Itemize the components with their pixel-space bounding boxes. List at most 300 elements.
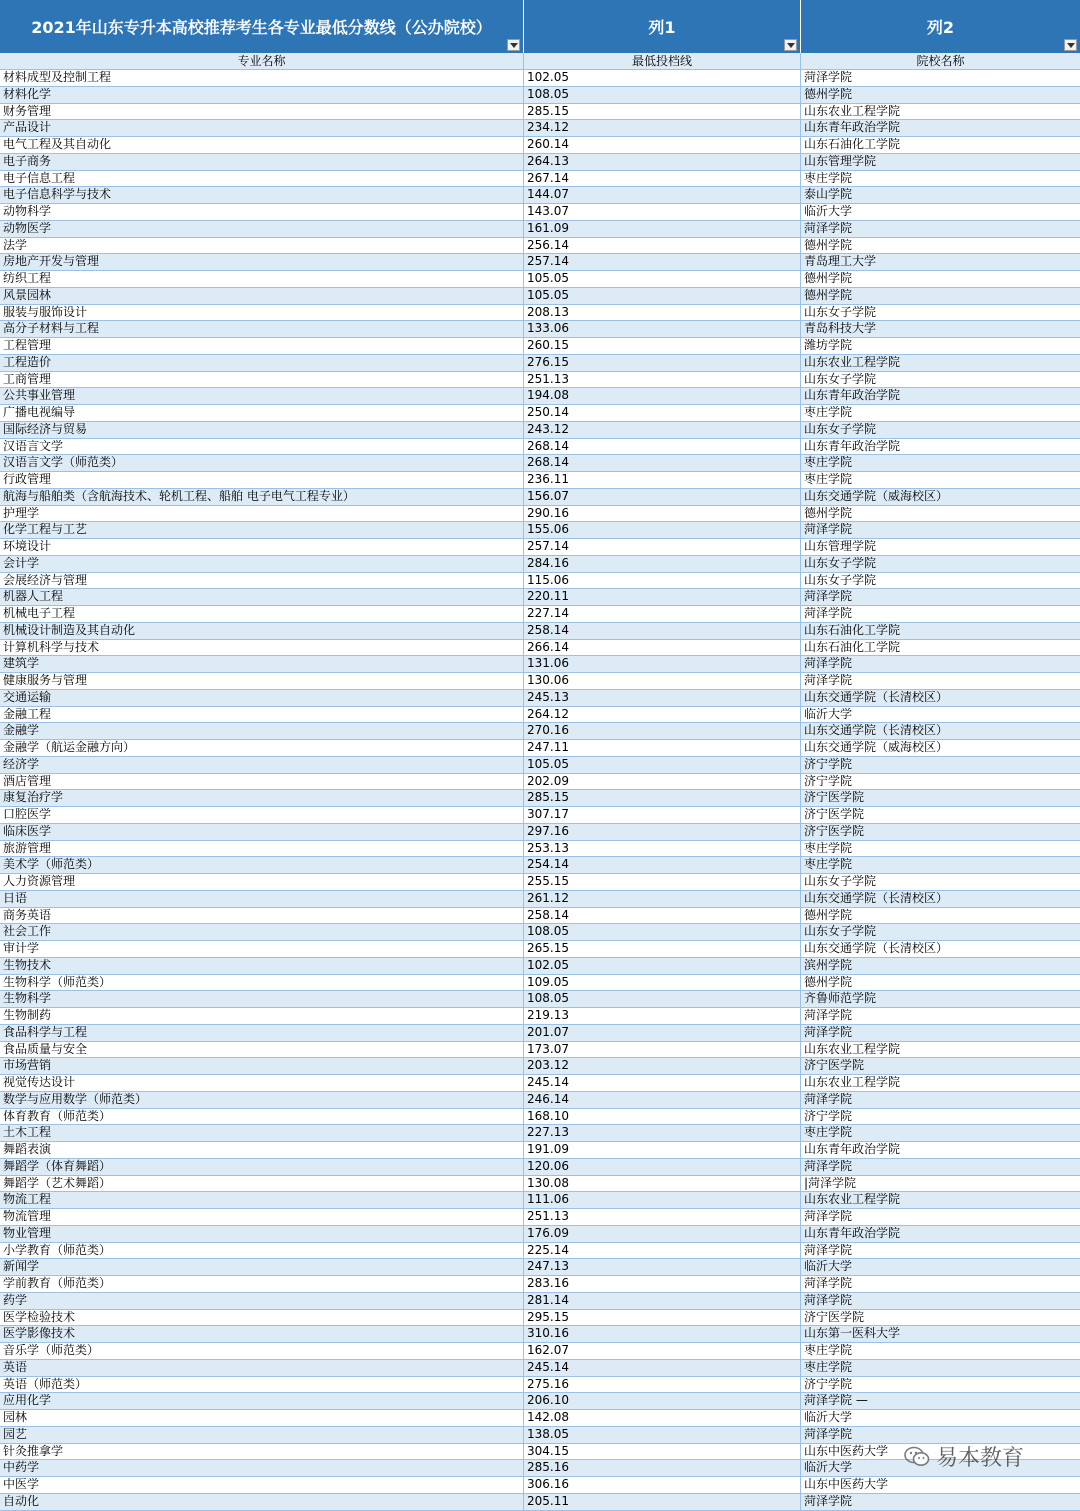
school-name-cell[interactable]: 德州学院 xyxy=(804,237,853,252)
major-name-cell[interactable]: 建筑学 xyxy=(0,656,524,672)
major-name-cell[interactable]: 电气工程及其自动化 xyxy=(0,137,524,153)
table-row xyxy=(0,372,1080,389)
major-name-cell[interactable]: 汉语言文学（师范类） xyxy=(0,455,524,471)
table-row xyxy=(0,254,1080,271)
min-score-cell[interactable]: 130.06 xyxy=(524,673,801,689)
major-name-cell[interactable]: 财务管理 xyxy=(0,104,524,120)
major-name-cell[interactable]: 健康服务与管理 xyxy=(0,673,524,689)
table-row xyxy=(0,774,1080,791)
major-name-cell[interactable]: 工程管理 xyxy=(0,338,524,354)
major-name-cell[interactable]: 纺织工程 xyxy=(0,271,524,287)
school-name-cell[interactable]: 山东农业工程学院 xyxy=(804,354,901,369)
table-row xyxy=(0,422,1080,439)
school-name-cell[interactable]: 枣庄学院 xyxy=(804,405,853,419)
school-name-cell[interactable]: 临沂大学 xyxy=(804,1460,853,1475)
table-row xyxy=(0,640,1080,657)
min-score-cell[interactable]: 138.05 xyxy=(524,1427,801,1443)
major-name-cell[interactable]: 土木工程 xyxy=(0,1125,524,1141)
school-name-cell[interactable]: 菏泽学院 xyxy=(804,1209,853,1223)
table-row xyxy=(0,154,1080,171)
school-name-cell[interactable]: 山东中医药大学 xyxy=(804,1477,889,1491)
school-name-cell[interactable]: 山东女子学院 xyxy=(804,555,877,570)
major-name-cell[interactable]: 行政管理 xyxy=(0,472,524,488)
major-name-cell[interactable]: 舞蹈表演 xyxy=(0,1142,524,1158)
major-name-cell[interactable]: 动物科学 xyxy=(0,204,524,220)
school-name-cell[interactable]: 山东青年政治学院 xyxy=(804,388,901,403)
min-score-cell[interactable]: 143.07 xyxy=(524,204,801,220)
min-score-cell[interactable]: 251.13 xyxy=(524,1209,801,1225)
school-name-cell[interactable]: 山东石油化工学院 xyxy=(804,639,901,654)
school-name-cell[interactable]: 滨州学院 xyxy=(804,957,853,972)
school-name-cell[interactable]: 菏泽学院 xyxy=(804,1091,853,1106)
major-name-cell[interactable]: 风景园林 xyxy=(0,288,524,304)
school-name-cell[interactable]: 济宁学院 xyxy=(804,1376,853,1391)
min-score-cell[interactable]: 251.13 xyxy=(524,372,801,388)
school-name-cell[interactable]: 菏泽学院 xyxy=(804,606,853,620)
min-score-cell[interactable]: 270.16 xyxy=(524,723,801,739)
min-score-cell[interactable]: 108.05 xyxy=(524,991,801,1007)
major-name-cell[interactable]: 生物制药 xyxy=(0,1008,524,1024)
major-name-cell[interactable]: 体育教育（师范类） xyxy=(0,1109,524,1125)
min-score-cell[interactable]: 285.15 xyxy=(524,104,801,120)
school-name-cell[interactable]: 山东石油化工学院 xyxy=(804,137,901,151)
min-score-cell[interactable]: 111.06 xyxy=(524,1192,801,1208)
min-score-cell[interactable]: 105.05 xyxy=(524,288,801,304)
school-name-cell[interactable]: 潍坊学院 xyxy=(804,338,853,352)
school-name-cell[interactable]: 枣庄学院 xyxy=(804,170,853,185)
min-score-cell[interactable]: 256.14 xyxy=(524,238,801,254)
major-name-cell[interactable]: 物业管理 xyxy=(0,1226,524,1242)
min-score-cell[interactable]: 304.15 xyxy=(524,1444,801,1460)
school-name-cell[interactable]: 山东女子学院 xyxy=(804,572,877,587)
major-name-cell[interactable]: 计算机科学与技术 xyxy=(0,640,524,656)
table-row xyxy=(0,656,1080,673)
major-name-cell[interactable]: 会计学 xyxy=(0,556,524,572)
major-name-cell[interactable]: 中药学 xyxy=(0,1460,524,1476)
school-name-cell[interactable]: 山东青年政治学院 xyxy=(804,1225,901,1240)
school-name-cell[interactable]: |菏泽学院 xyxy=(804,1175,857,1190)
min-score-cell[interactable]: 176.09 xyxy=(524,1226,801,1242)
min-score-cell[interactable]: 297.16 xyxy=(524,824,801,840)
major-name-cell[interactable]: 口腔医学 xyxy=(0,807,524,823)
header-col1-cell[interactable] xyxy=(524,0,801,53)
min-score-cell[interactable]: 205.11 xyxy=(524,1494,801,1510)
major-name-cell[interactable]: 舞蹈学（艺术舞蹈） xyxy=(0,1176,524,1192)
min-score-cell[interactable]: 130.08 xyxy=(524,1176,801,1192)
school-name-cell[interactable]: 菏泽学院 xyxy=(804,1242,853,1257)
major-name-cell[interactable]: 临床医学 xyxy=(0,824,524,840)
table-row xyxy=(0,874,1080,891)
major-name-cell[interactable]: 电子信息科学与技术 xyxy=(0,187,524,203)
school-name-cell[interactable]: 山东青年政治学院 xyxy=(804,438,901,453)
table-row xyxy=(0,573,1080,590)
min-score-cell[interactable]: 102.05 xyxy=(524,958,801,974)
min-score-cell[interactable]: 245.14 xyxy=(524,1075,801,1091)
table-row xyxy=(0,824,1080,841)
school-name-cell[interactable]: 菏泽学院 xyxy=(804,673,853,687)
school-name-cell[interactable]: 菏泽学院 xyxy=(804,1008,853,1022)
filter-dropdown-icon[interactable] xyxy=(1064,39,1077,51)
school-name-cell[interactable]: 山东交通学院（威海校区） xyxy=(804,740,949,754)
table-row xyxy=(0,857,1080,874)
school-name-cell[interactable]: 菏泽学院 — xyxy=(804,1393,868,1408)
min-score-cell[interactable]: 245.13 xyxy=(524,690,801,706)
major-name-cell[interactable]: 法学 xyxy=(0,238,524,254)
major-name-cell[interactable]: 市场营销 xyxy=(0,1058,524,1074)
min-score-cell[interactable]: 105.05 xyxy=(524,757,801,773)
major-name-cell[interactable]: 公共事业管理 xyxy=(0,388,524,404)
school-name-cell[interactable]: 德州学院 xyxy=(804,287,853,302)
min-score-cell[interactable]: 142.08 xyxy=(524,1410,801,1426)
min-score-cell[interactable]: 266.14 xyxy=(524,640,801,656)
school-name-cell[interactable]: 菏泽学院 xyxy=(804,220,853,235)
school-name-cell[interactable]: 济宁学院 xyxy=(804,773,853,788)
min-score-cell[interactable]: 247.13 xyxy=(524,1259,801,1275)
min-score-cell[interactable]: 310.16 xyxy=(524,1326,801,1342)
table-header xyxy=(0,0,1080,53)
header-title-cell[interactable] xyxy=(0,0,524,53)
major-name-cell[interactable]: 音乐学（师范类） xyxy=(0,1343,524,1359)
min-score-cell[interactable]: 220.11 xyxy=(524,589,801,605)
school-name-cell[interactable]: 济宁学院 xyxy=(804,1108,853,1123)
major-name-cell[interactable]: 服装与服饰设计 xyxy=(0,305,524,321)
table-row xyxy=(0,958,1080,975)
major-name-cell[interactable]: 广播电视编导 xyxy=(0,405,524,421)
school-name-cell[interactable]: 枣庄学院 xyxy=(804,1359,853,1374)
school-name-cell[interactable]: 泰山学院 xyxy=(804,187,853,202)
major-name-cell[interactable]: 数学与应用数学（师范类） xyxy=(0,1092,524,1108)
major-name-cell[interactable]: 工程造价 xyxy=(0,355,524,371)
min-score-cell[interactable]: 285.15 xyxy=(524,790,801,806)
school-name-cell[interactable]: 山东管理学院 xyxy=(804,539,877,553)
school-name-cell[interactable]: 山东农业工程学院 xyxy=(804,103,901,118)
major-name-cell[interactable]: 生物科学（师范类） xyxy=(0,975,524,991)
school-name-cell[interactable]: 德州学院 xyxy=(804,907,853,922)
min-score-cell[interactable]: 227.13 xyxy=(524,1125,801,1141)
min-score-cell[interactable]: 108.05 xyxy=(524,87,801,103)
table-row xyxy=(0,1125,1080,1142)
min-score-cell[interactable]: 206.10 xyxy=(524,1393,801,1409)
min-score-cell[interactable]: 201.07 xyxy=(524,1025,801,1041)
major-name-cell[interactable]: 商务英语 xyxy=(0,908,524,924)
min-score-cell[interactable]: 162.07 xyxy=(524,1343,801,1359)
major-name-cell[interactable]: 审计学 xyxy=(0,941,524,957)
school-name-cell[interactable]: 临沂大学 xyxy=(804,204,853,218)
school-name-cell[interactable]: 菏泽学院 xyxy=(804,656,853,671)
min-score-cell[interactable]: 144.07 xyxy=(524,187,801,203)
min-score-cell[interactable]: 246.14 xyxy=(524,1092,801,1108)
min-score-cell[interactable]: 264.13 xyxy=(524,154,801,170)
table-row xyxy=(0,506,1080,523)
major-name-cell[interactable]: 经济学 xyxy=(0,757,524,773)
major-name-cell[interactable]: 物流工程 xyxy=(0,1192,524,1208)
min-score-cell[interactable]: 105.05 xyxy=(524,271,801,287)
major-name-cell[interactable]: 食品质量与安全 xyxy=(0,1042,524,1058)
min-score-cell[interactable]: 194.08 xyxy=(524,388,801,404)
major-name-cell[interactable]: 金融学 xyxy=(0,723,524,739)
school-name-cell[interactable]: 山东女子学院 xyxy=(804,924,877,939)
min-score-cell[interactable]: 261.12 xyxy=(524,891,801,907)
min-score-cell[interactable]: 219.13 xyxy=(524,1008,801,1024)
wechat-logo-icon xyxy=(904,1446,930,1468)
min-score-cell[interactable]: 191.09 xyxy=(524,1142,801,1158)
major-name-cell[interactable]: 美术学（师范类） xyxy=(0,857,524,873)
major-name-cell[interactable]: 航海与船舶类（含航海技术、轮机工程、船舶 电子电气工程专业） xyxy=(0,489,524,505)
table-row xyxy=(0,673,1080,690)
min-score-cell[interactable]: 202.09 xyxy=(524,774,801,790)
school-name-cell[interactable]: 菏泽学院 xyxy=(804,1158,853,1173)
school-name-cell[interactable]: 山东青年政治学院 xyxy=(804,1142,901,1156)
school-name-cell[interactable]: 枣庄学院 xyxy=(804,472,853,486)
major-name-cell[interactable]: 高分子材料与工程 xyxy=(0,321,524,337)
table-row xyxy=(0,388,1080,405)
major-name-cell[interactable]: 视觉传达设计 xyxy=(0,1075,524,1091)
major-name-cell[interactable]: 国际经济与贸易 xyxy=(0,422,524,438)
major-column-header[interactable]: 专业名称 xyxy=(0,53,524,69)
min-score-cell[interactable]: 260.14 xyxy=(524,137,801,153)
table-row xyxy=(0,104,1080,121)
school-name-cell[interactable]: 山东女子学院 xyxy=(804,421,877,436)
min-score-cell[interactable]: 243.12 xyxy=(524,422,801,438)
school-name-cell[interactable]: 山东交通学院（长清校区） xyxy=(804,723,949,738)
major-name-cell[interactable]: 金融工程 xyxy=(0,707,524,723)
school-name-cell[interactable]: 山东管理学院 xyxy=(804,153,877,168)
min-score-cell[interactable]: 156.07 xyxy=(524,489,801,505)
min-score-cell[interactable]: 131.06 xyxy=(524,656,801,672)
school-name-cell[interactable]: 枣庄学院 xyxy=(804,840,853,855)
min-score-cell[interactable]: 268.14 xyxy=(524,455,801,471)
filter-dropdown-icon[interactable] xyxy=(507,39,520,51)
major-name-cell[interactable]: 医学影像技术 xyxy=(0,1326,524,1342)
school-name-cell[interactable]: 菏泽学院 xyxy=(804,1426,853,1441)
school-name-cell[interactable]: 德州学院 xyxy=(804,271,853,285)
column-subheader xyxy=(0,53,1080,70)
major-name-cell[interactable]: 汉语言文学 xyxy=(0,439,524,455)
min-score-cell[interactable]: 307.17 xyxy=(524,807,801,823)
major-name-cell[interactable]: 环境设计 xyxy=(0,539,524,555)
school-name-cell[interactable]: 德州学院 xyxy=(804,974,853,989)
major-name-cell[interactable]: 中医学 xyxy=(0,1477,524,1493)
major-name-cell[interactable]: 房地产开发与管理 xyxy=(0,254,524,270)
major-name-cell[interactable]: 酒店管理 xyxy=(0,774,524,790)
school-column-header[interactable]: 院校名称 xyxy=(916,54,965,68)
school-name-cell[interactable]: 山东中医药大学 xyxy=(804,1443,889,1458)
major-name-cell[interactable]: 电子信息工程 xyxy=(0,171,524,187)
min-score-cell[interactable]: 208.13 xyxy=(524,305,801,321)
school-name-cell[interactable]: 枣庄学院 xyxy=(804,1343,853,1357)
major-name-cell[interactable]: 生物技术 xyxy=(0,958,524,974)
major-name-cell[interactable]: 新闻学 xyxy=(0,1259,524,1275)
page-title: 2021年山东专升本高校推荐考生各专业最低分数线（公办院校） xyxy=(31,18,492,37)
major-name-cell[interactable]: 机器人工程 xyxy=(0,589,524,605)
major-name-cell[interactable]: 旅游管理 xyxy=(0,841,524,857)
min-score-cell[interactable]: 227.14 xyxy=(524,606,801,622)
major-name-cell[interactable]: 园林 xyxy=(0,1410,524,1426)
school-name-cell[interactable]: 枣庄学院 xyxy=(804,1125,853,1140)
min-score-cell[interactable]: 265.15 xyxy=(524,941,801,957)
school-name-cell[interactable]: 山东交通学院（长清校区） xyxy=(804,890,949,905)
major-name-cell[interactable]: 康复治疗学 xyxy=(0,790,524,806)
school-name-cell[interactable]: 山东农业工程学院 xyxy=(804,1192,901,1207)
table-row xyxy=(0,908,1080,925)
min-score-cell[interactable]: 295.15 xyxy=(524,1310,801,1326)
school-name-cell[interactable]: 济宁医学院 xyxy=(804,1058,865,1073)
school-name-cell[interactable]: 山东女子学院 xyxy=(804,304,877,319)
school-name-cell[interactable]: 齐鲁师范学院 xyxy=(804,991,877,1006)
major-name-cell[interactable]: 医学检验技术 xyxy=(0,1310,524,1326)
major-name-cell[interactable]: 舞蹈学（体育舞蹈） xyxy=(0,1159,524,1175)
min-score-cell[interactable]: 268.14 xyxy=(524,439,801,455)
school-name-cell[interactable]: 山东女子学院 xyxy=(804,874,877,888)
min-score-cell[interactable]: 281.14 xyxy=(524,1293,801,1309)
major-name-cell[interactable]: 工商管理 xyxy=(0,372,524,388)
min-score-cell[interactable]: 234.12 xyxy=(524,120,801,136)
school-name-cell[interactable]: 青岛理工大学 xyxy=(804,254,877,269)
school-name-cell[interactable]: 菏泽学院 xyxy=(804,522,853,537)
major-name-cell[interactable]: 护理学 xyxy=(0,506,524,522)
min-score-cell[interactable]: 283.16 xyxy=(524,1276,801,1292)
school-name-cell[interactable]: 菏泽学院 xyxy=(804,1292,853,1307)
major-name-cell[interactable]: 药学 xyxy=(0,1293,524,1309)
min-score-cell[interactable]: 260.15 xyxy=(524,338,801,354)
major-name-cell[interactable]: 英语（师范类） xyxy=(0,1377,524,1393)
min-score-cell[interactable]: 108.05 xyxy=(524,924,801,940)
major-name-cell[interactable]: 机械设计制造及其自动化 xyxy=(0,623,524,639)
school-name-cell[interactable]: 山东石油化工学院 xyxy=(804,622,901,637)
major-name-cell[interactable]: 学前教育（师范类） xyxy=(0,1276,524,1292)
min-score-cell[interactable]: 120.06 xyxy=(524,1159,801,1175)
major-name-cell[interactable]: 食品科学与工程 xyxy=(0,1025,524,1041)
min-score-cell[interactable]: 168.10 xyxy=(524,1109,801,1125)
min-score-cell[interactable]: 257.14 xyxy=(524,539,801,555)
major-name-cell[interactable]: 产品设计 xyxy=(0,120,524,136)
major-name-cell[interactable]: 会展经济与管理 xyxy=(0,573,524,589)
school-name-cell[interactable]: 德州学院 xyxy=(804,86,853,101)
school-name-cell[interactable]: 济宁医学院 xyxy=(804,1309,865,1324)
school-name-cell[interactable]: 山东青年政治学院 xyxy=(804,120,901,135)
school-name-cell[interactable]: 济宁学院 xyxy=(804,756,853,771)
table-row xyxy=(0,1025,1080,1042)
major-name-cell[interactable]: 应用化学 xyxy=(0,1393,524,1409)
min-score-cell[interactable]: 155.06 xyxy=(524,522,801,538)
major-name-cell[interactable]: 针灸推拿学 xyxy=(0,1444,524,1460)
major-name-cell[interactable]: 材料成型及控制工程 xyxy=(0,70,524,86)
major-name-cell[interactable]: 自动化 xyxy=(0,1494,524,1510)
major-name-cell[interactable]: 日语 xyxy=(0,891,524,907)
major-name-cell[interactable]: 生物科学 xyxy=(0,991,524,1007)
table-row xyxy=(0,1109,1080,1126)
table-row xyxy=(0,87,1080,104)
school-name-cell[interactable]: 山东交通学院（长清校区） xyxy=(804,941,949,955)
table-row xyxy=(0,1075,1080,1092)
school-name-cell[interactable]: 菏泽学院 xyxy=(804,1276,853,1290)
min-score-cell[interactable]: 203.12 xyxy=(524,1058,801,1074)
min-score-cell[interactable]: 285.16 xyxy=(524,1460,801,1476)
school-name-cell[interactable]: 临沂大学 xyxy=(804,1410,853,1424)
min-score-cell[interactable]: 306.16 xyxy=(524,1477,801,1493)
min-score-cell[interactable]: 173.07 xyxy=(524,1042,801,1058)
min-score-cell[interactable]: 284.16 xyxy=(524,556,801,572)
table-row xyxy=(0,790,1080,807)
major-name-cell[interactable]: 金融学（航运金融方向） xyxy=(0,740,524,756)
school-name-cell[interactable]: 济宁医学院 xyxy=(804,790,865,805)
school-name-cell[interactable]: 临沂大学 xyxy=(804,706,853,721)
school-name-cell[interactable]: 枣庄学院 xyxy=(804,455,853,470)
school-name-cell[interactable]: 济宁医学院 xyxy=(804,823,865,838)
school-name-cell[interactable]: 济宁医学院 xyxy=(804,807,865,821)
school-name-cell[interactable]: 山东第一医科大学 xyxy=(804,1326,901,1341)
major-name-cell[interactable]: 英语 xyxy=(0,1360,524,1376)
school-name-cell[interactable]: 山东交通学院（威海校区） xyxy=(804,488,949,503)
min-score-cell[interactable]: 133.06 xyxy=(524,321,801,337)
major-name-cell[interactable]: 人力资源管理 xyxy=(0,874,524,890)
table-row xyxy=(0,1159,1080,1176)
min-score-cell[interactable]: 258.14 xyxy=(524,908,801,924)
min-score-cell[interactable]: 115.06 xyxy=(524,573,801,589)
major-name-cell[interactable]: 小学教育（师范类） xyxy=(0,1243,524,1259)
table-row xyxy=(0,1377,1080,1394)
min-score-cell[interactable]: 253.13 xyxy=(524,841,801,857)
major-name-cell[interactable]: 电子商务 xyxy=(0,154,524,170)
min-score-cell[interactable]: 161.09 xyxy=(524,221,801,237)
major-name-cell[interactable]: 交通运输 xyxy=(0,690,524,706)
table-row xyxy=(0,204,1080,221)
table-row xyxy=(0,723,1080,740)
table-row xyxy=(0,807,1080,824)
school-name-cell[interactable]: 菏泽学院 xyxy=(804,589,853,604)
min-score-cell[interactable]: 245.14 xyxy=(524,1360,801,1376)
min-score-cell[interactable]: 255.15 xyxy=(524,874,801,890)
major-name-cell[interactable]: 化学工程与工艺 xyxy=(0,522,524,538)
major-name-cell[interactable]: 动物医学 xyxy=(0,221,524,237)
min-score-cell[interactable]: 276.15 xyxy=(524,355,801,371)
school-name-cell[interactable]: 菏泽学院 xyxy=(804,1024,853,1039)
header-col2-cell[interactable] xyxy=(801,0,1080,53)
min-score-cell[interactable]: 236.11 xyxy=(524,472,801,488)
school-name-cell[interactable]: 临沂大学 xyxy=(804,1259,853,1274)
min-score-cell[interactable]: 247.11 xyxy=(524,740,801,756)
score-column-header[interactable]: 最低投档线 xyxy=(524,53,801,69)
major-name-cell[interactable]: 园艺 xyxy=(0,1427,524,1443)
min-score-cell[interactable]: 250.14 xyxy=(524,405,801,421)
min-score-cell[interactable]: 290.16 xyxy=(524,506,801,522)
major-name-cell[interactable]: 材料化学 xyxy=(0,87,524,103)
school-name-cell[interactable]: 菏泽学院 xyxy=(804,70,853,84)
school-name-cell[interactable]: 德州学院 xyxy=(804,505,853,520)
min-score-cell[interactable]: 264.12 xyxy=(524,707,801,723)
major-name-cell[interactable]: 机械电子工程 xyxy=(0,606,524,622)
min-score-cell[interactable]: 102.05 xyxy=(524,70,801,86)
filter-dropdown-icon[interactable] xyxy=(784,39,797,51)
min-score-cell[interactable]: 109.05 xyxy=(524,975,801,991)
min-score-cell[interactable]: 275.16 xyxy=(524,1377,801,1393)
major-name-cell[interactable]: 社会工作 xyxy=(0,924,524,940)
school-name-cell[interactable]: 山东农业工程学院 xyxy=(804,1075,901,1089)
school-name-cell[interactable]: 山东交通学院（长清校区） xyxy=(804,689,949,704)
min-score-cell[interactable]: 225.14 xyxy=(524,1243,801,1259)
school-name-cell[interactable]: 山东女子学院 xyxy=(804,371,877,386)
min-score-cell[interactable]: 267.14 xyxy=(524,171,801,187)
min-score-cell[interactable]: 254.14 xyxy=(524,857,801,873)
school-name-cell[interactable]: 青岛科技大学 xyxy=(804,321,877,336)
major-name-cell[interactable]: 物流管理 xyxy=(0,1209,524,1225)
min-score-cell[interactable]: 258.14 xyxy=(524,623,801,639)
table-row xyxy=(0,1360,1080,1377)
school-name-cell[interactable]: 枣庄学院 xyxy=(804,857,853,872)
min-score-cell[interactable]: 257.14 xyxy=(524,254,801,270)
school-name-cell[interactable]: 菏泽学院 xyxy=(804,1493,853,1508)
school-name-cell[interactable]: 山东农业工程学院 xyxy=(804,1041,901,1056)
